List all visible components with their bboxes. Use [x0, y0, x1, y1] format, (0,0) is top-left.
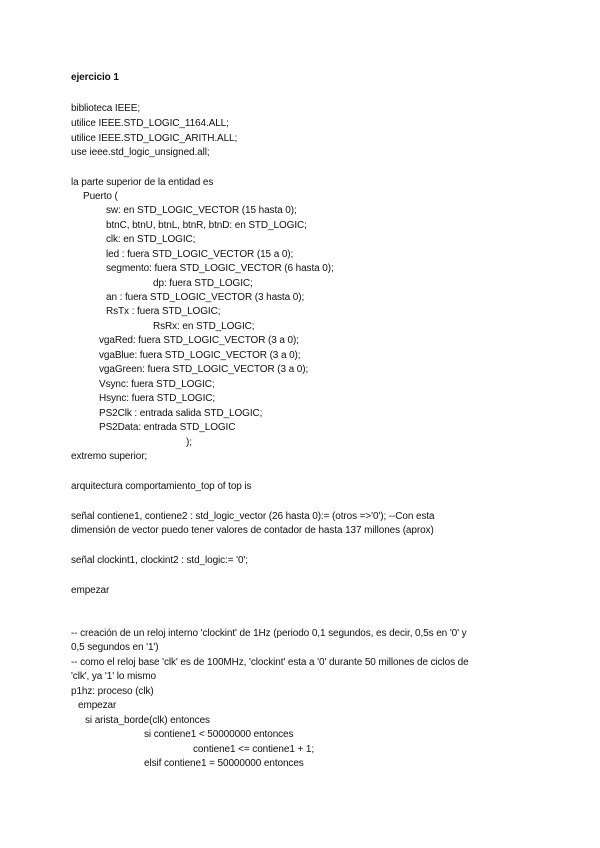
- code-line: an : fuera STD_LOGIC_VECTOR (3 hasta 0);: [106, 292, 305, 303]
- code-line: use ieee.std_logic_unsigned.all;: [71, 147, 210, 158]
- code-line: led : fuera STD_LOGIC_VECTOR (15 a 0);: [106, 249, 294, 260]
- code-line: empezar: [71, 585, 110, 596]
- code-line: 'clk', ya '1' lo mismo: [71, 671, 156, 682]
- code-line: empezar: [78, 700, 117, 711]
- code-line: si contiene1 < 50000000 entonces: [144, 729, 294, 740]
- code-line: vgaGreen: fuera STD_LOGIC_VECTOR (3 a 0);: [99, 364, 309, 375]
- code-line: sw: en STD_LOGIC_VECTOR (15 hasta 0);: [106, 205, 297, 216]
- code-line: clk: en STD_LOGIC;: [106, 234, 196, 245]
- code-line: biblioteca IEEE;: [71, 103, 140, 114]
- code-line: Vsync: fuera STD_LOGIC;: [99, 379, 215, 390]
- code-line: );: [186, 437, 192, 448]
- code-line: p1hz: proceso (clk): [71, 686, 154, 697]
- code-line: señal clockint1, clockint2 : std_logic:= '0';: [71, 555, 248, 566]
- code-line: arquitectura comportamiento_top of top is: [71, 481, 252, 492]
- code-line: la parte superior de la entidad es: [71, 177, 214, 188]
- code-line: btnC, btnU, btnL, btnR, btnD: en STD_LOGIC;: [106, 220, 307, 231]
- code-line: utilice IEEE.STD_LOGIC_1164.ALL;: [71, 118, 229, 129]
- code-line: contiene1 <= contiene1 + 1;: [193, 744, 315, 755]
- code-line: -- creación de un reloj interno 'clockint' de 1Hz (periodo 0,1 segundos, es decir, 0,5s en '0' y: [71, 628, 467, 639]
- code-line: segmento: fuera STD_LOGIC_VECTOR (6 hasta 0);: [106, 263, 334, 274]
- code-line: Hsync: fuera STD_LOGIC;: [99, 393, 216, 404]
- code-line: extremo superior;: [71, 451, 148, 462]
- code-line: dp: fuera STD_LOGIC;: [153, 278, 253, 289]
- code-line: Puerto (: [83, 191, 118, 202]
- code-line: si arista_borde(clk) entonces: [85, 715, 210, 726]
- code-line: elsif contiene1 = 50000000 entonces: [144, 758, 304, 769]
- code-line: PS2Data: entrada STD_LOGIC: [99, 422, 236, 433]
- code-line: utilice IEEE.STD_LOGIC_ARITH.ALL;: [71, 133, 238, 144]
- code-line: -- como el reloj base 'clk' es de 100MHz, 'clockint' esta a '0' durante 50 millones de ciclos de: [71, 657, 469, 668]
- document-title: ejercicio 1: [71, 72, 119, 83]
- code-line: vgaBlue: fuera STD_LOGIC_VECTOR (3 a 0);: [99, 350, 301, 361]
- code-line: 0,5 segundos en '1'): [71, 642, 159, 653]
- code-line: dimensión de vector puedo tener valores de contador de hasta 137 millones (aprox): [71, 525, 434, 536]
- code-line: PS2Clk : entrada salida STD_LOGIC;: [99, 408, 263, 419]
- code-line: RsRx: en STD_LOGIC;: [153, 321, 255, 332]
- code-line: señal contiene1, contiene2 : std_logic_vector (26 hasta 0):= (otros =>'0'); --Con esta: [71, 511, 435, 522]
- code-line: vgaRed: fuera STD_LOGIC_VECTOR (3 a 0);: [99, 335, 299, 346]
- code-line: RsTx : fuera STD_LOGIC;: [106, 306, 221, 317]
